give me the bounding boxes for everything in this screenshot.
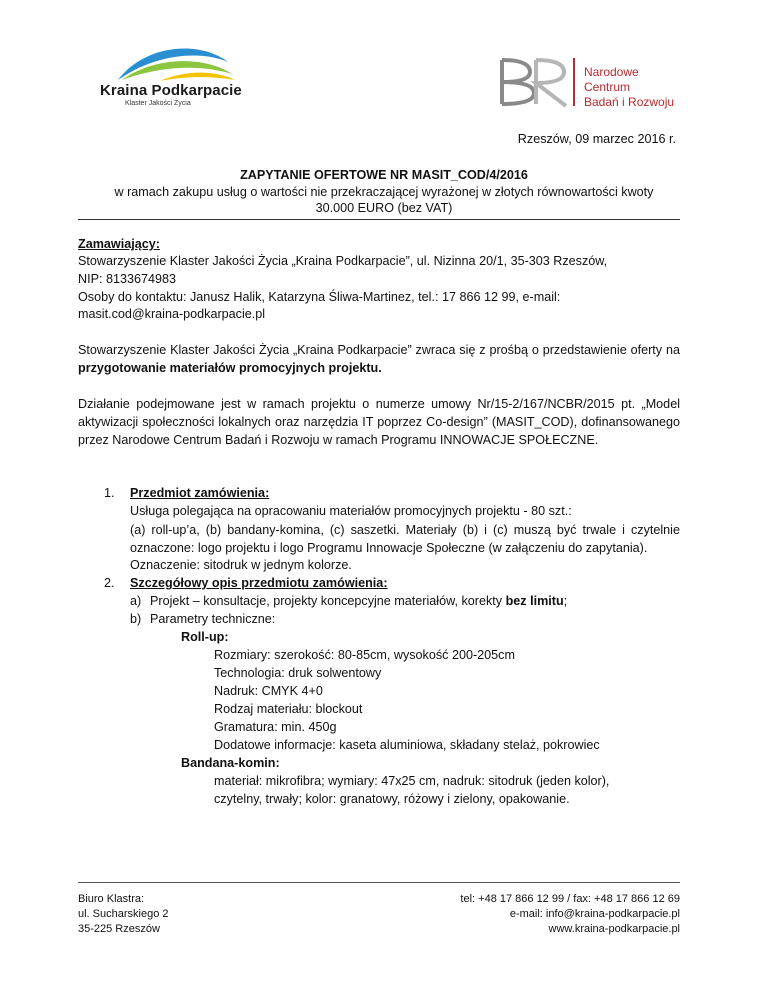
orderer-address: Stowarzyszenie Klaster Jakości Życia „Kraina Podkarpacie”, ul. Nizinna 20/1, 35-303 Rzeszów, xyxy=(78,254,608,268)
footer-city: 35-225 Rzeszów xyxy=(78,923,160,935)
footer-street: ul. Sucharskiego 2 xyxy=(78,908,169,920)
bandana-line2: czytelny, trwały; kolor: granatowy, różowy i zielony, opakowanie. xyxy=(214,792,570,806)
intro-text: Stowarzyszenie Klaster Jakości Życia „Kraina Podkarpacie” zwraca się z prośbą o przedstawienie oferty na xyxy=(78,343,680,357)
section2-heading-text: Szczegółowy opis przedmiotu zamówienia: xyxy=(130,576,388,590)
title-divider xyxy=(78,219,680,220)
hills-logo-icon xyxy=(100,40,250,85)
intro-paragraph xyxy=(78,341,680,377)
ncbr-name xyxy=(584,65,686,110)
orderer-email: masit.cod@kraina-podkarpacie.pl xyxy=(78,307,266,321)
item-a-bold: bez limitu xyxy=(505,594,564,608)
footer-divider xyxy=(78,882,680,883)
bandana-heading: Bandana-komin: xyxy=(181,756,280,770)
footer-contact xyxy=(460,892,680,937)
date-line: Rzeszów, 09 marzec 2016 r. xyxy=(517,132,676,146)
section1-heading xyxy=(130,485,269,502)
ncbr-logo xyxy=(496,52,686,112)
rollup-item: Dodatowe informacje: kaseta aluminiowa, składany stelaż, pokrowiec xyxy=(214,738,600,752)
rollup-item: Rozmiary: szerokość: 80-85cm, wysokość 200-205cm xyxy=(214,648,515,662)
item-b-label: b) xyxy=(130,612,142,626)
orderer-heading xyxy=(78,236,160,253)
section1-marking: Oznaczenie: sitodruk w jednym kolorze. xyxy=(130,558,352,572)
ncbr-name-line1: Narodowe Centrum xyxy=(584,65,639,94)
footer-website[interactable]: www.kraina-podkarpacie.pl xyxy=(548,923,680,935)
bandana-line1: materiał: mikrofibra; wymiary: 47x25 cm, nadruk: sitodruk (jeden kolor), xyxy=(214,774,610,788)
title-amount: 30.000 EURO (bez VAT) xyxy=(315,201,453,215)
orderer-nip: NIP: 8133674983 xyxy=(78,272,177,286)
rollup-item: Technologia: druk solwentowy xyxy=(214,666,382,680)
kraina-podkarpacie-logo xyxy=(100,40,250,115)
section1-line1: Usługa polegająca na opracowaniu materiałów promocyjnych projektu - 80 szt.: xyxy=(130,504,572,518)
section1-paragraph: (a) roll-up’a, (b) bandany-komina, (c) saszetki. Materiały (b) i (c) muszą być trwale i czytelnie oznaczone: logo projektu i logo Programu Innowacje Społeczne (w załączeniu do zapytania). xyxy=(130,523,680,555)
footer-office-label: Biuro Klastra: xyxy=(78,893,145,905)
logo-subtitle: Klaster Jakości Życia xyxy=(125,100,191,107)
rollup-heading: Roll-up: xyxy=(181,630,229,644)
footer-address xyxy=(78,892,169,937)
document-title: ZAPYTANIE OFERTOWE NR MASIT_COD/4/2016 xyxy=(240,168,528,182)
rollup-item: Nadruk: CMYK 4+0 xyxy=(214,684,323,698)
orderer-heading-text: Zamawiający: xyxy=(78,237,160,251)
footer-email[interactable]: e-mail: info@kraina-podkarpacie.pl xyxy=(509,908,680,920)
section1-heading-text: Przedmiot zamówienia: xyxy=(130,486,270,500)
ncbr-br-mark-icon xyxy=(496,52,576,112)
intro-bold-text: przygotowanie materiałów promocyjnych projektu. xyxy=(78,361,382,375)
orderer-contact: Osoby do kontaktu: Janusz Halik, Katarzyna Śliwa-Martinez, tel.: 17 866 12 99, e-mail: xyxy=(78,290,561,304)
footer-phone: tel: +48 17 866 12 99 / fax: +48 17 866 12 69 xyxy=(460,893,680,905)
logo-name: Kraina Podkarpacie xyxy=(100,82,242,99)
section2-number: 2. xyxy=(104,576,115,590)
title-subline: w ramach zakupu usług o wartości nie przekraczającej wyrażonej w złotych równowartości kwoty xyxy=(114,185,654,199)
rollup-item: Rodzaj materiału: blockout xyxy=(214,702,363,716)
item-b-text: Parametry techniczne: xyxy=(150,612,276,626)
section2-heading xyxy=(130,575,388,592)
item-a-text xyxy=(150,593,567,610)
project-paragraph: Działanie podejmowane jest w ramach projektu o numerze umowy Nr/15-2/167/NCBR/2015 pt. „Model aktywizacji społeczności lokalnych oraz narzędzia IT poprzez Co-design” (MASIT_COD), dofinansowanego przez Narodowe Centrum Badań i Rozwoju w ramach Programu INNOWACJE SPOŁECZNE. xyxy=(78,397,680,447)
section1-number: 1. xyxy=(104,486,115,500)
ncbr-name-line2: Badań i Rozwoju xyxy=(584,95,675,109)
item-a-label: a) xyxy=(130,594,142,608)
item-a-end: ; xyxy=(563,594,568,608)
item-a-text-main: Projekt – konsultacje, projekty koncepcyjne materiałów, korekty xyxy=(150,594,506,608)
rollup-item: Gramatura: min. 450g xyxy=(214,720,337,734)
